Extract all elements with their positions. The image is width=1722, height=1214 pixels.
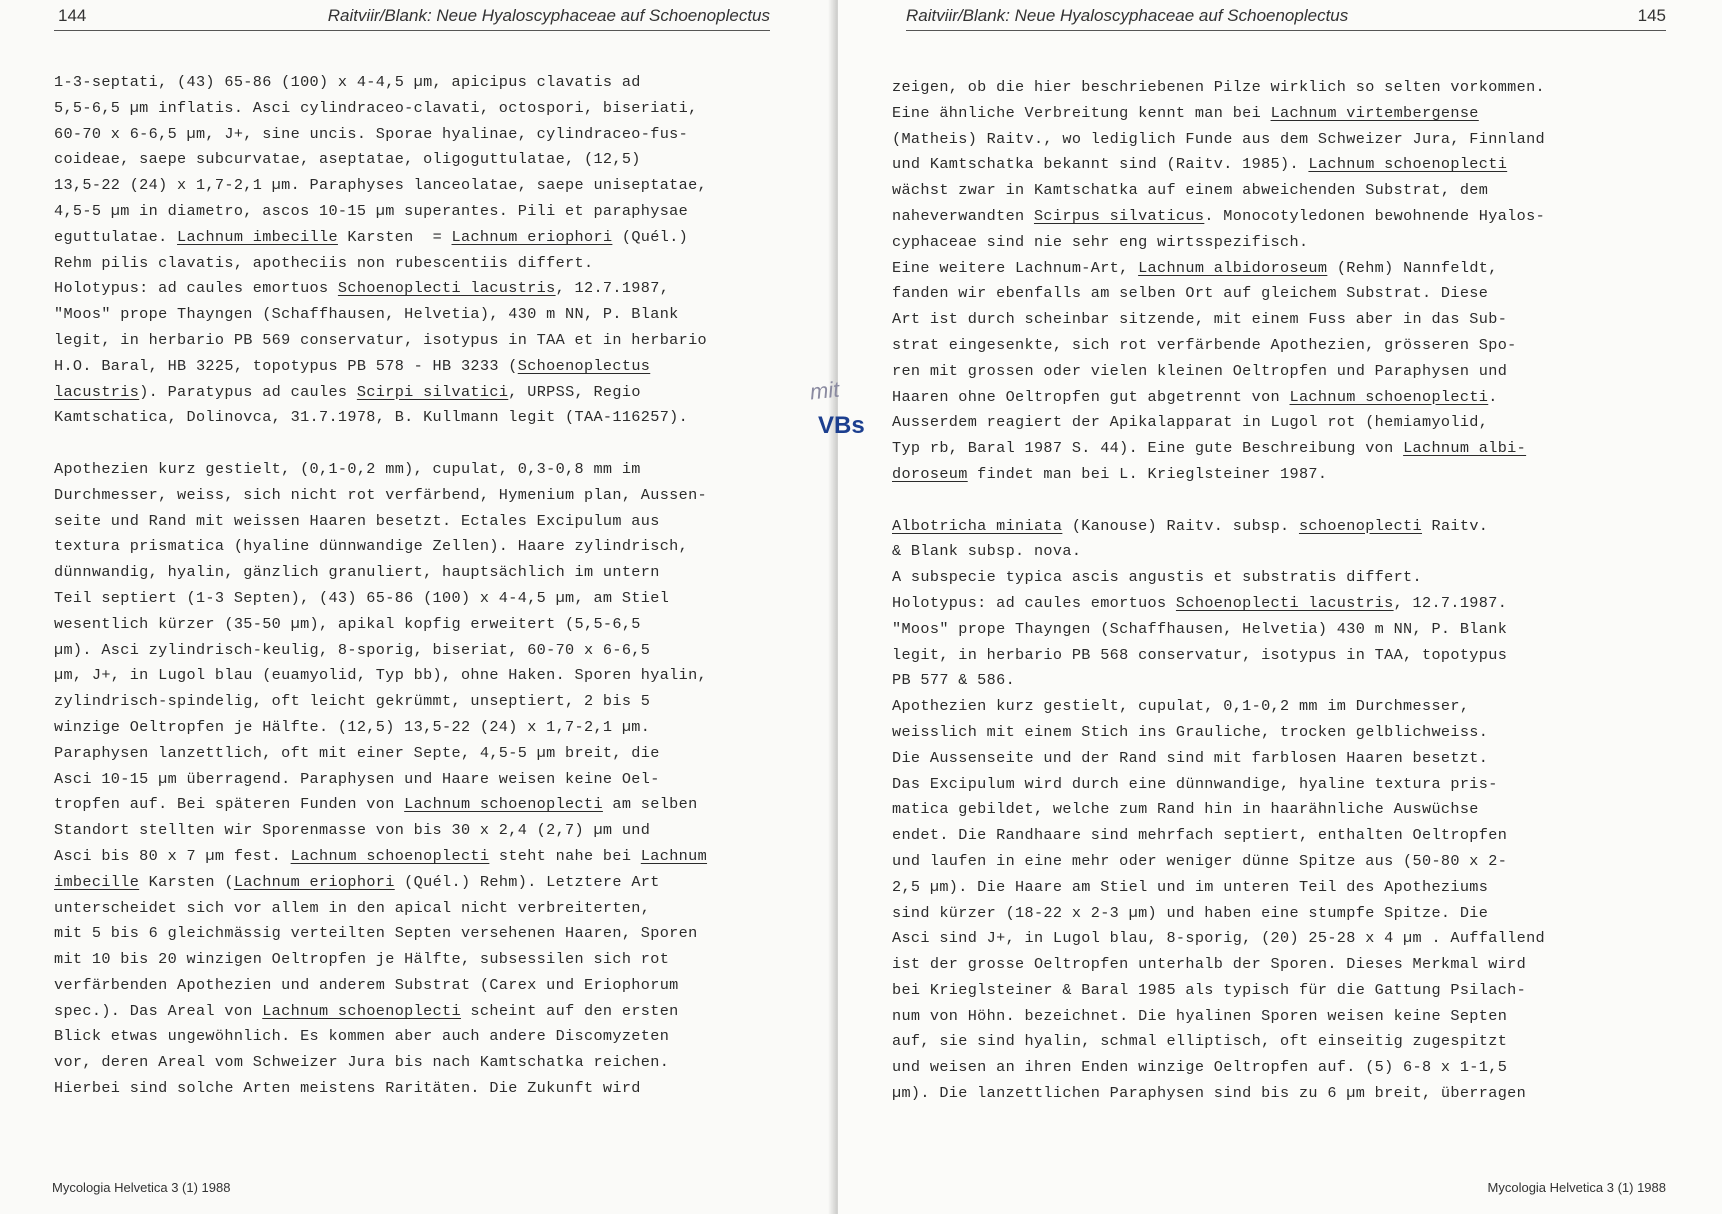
text-run: wesentlich kürzer (35-50 µm), apikal kopfig erweitert (5,5-6,5 <box>54 614 641 633</box>
text-run: µm). Asci zylindrisch-keulig, 8-sporig, biseriat, 60-70 x 6-6,5 <box>54 640 651 659</box>
text-run: Teil septiert (1-3 Septen), (43) 65-86 (100) x 4-4,5 µm, am Stiel <box>54 588 670 607</box>
text-run: coideae, saepe subcurvatae, aseptatae, oligoguttulatae, (12,5) <box>54 150 641 169</box>
text-run: ren mit grossen oder vielen kleinen Oeltropfen und Paraphysen und <box>892 361 1508 380</box>
text-run: 2,5 µm). Die Haare am Stiel und im unteren Teil des Apotheziums <box>892 877 1489 896</box>
taxon-name: Scirpi silvatici <box>356 382 509 401</box>
text-line <box>54 1024 707 1050</box>
left-page-body <box>54 70 707 1102</box>
text-run: ). Paratypus ad caules <box>139 382 357 401</box>
taxon-name: Lachnum schoenoplecti <box>404 795 603 814</box>
text-line <box>54 354 707 380</box>
text-line <box>892 746 1545 772</box>
taxon-name: Lachnum imbecille <box>177 227 338 246</box>
right-page-footer: Mycologia Helvetica 3 (1) 1988 <box>1487 1180 1666 1195</box>
taxon-name: Schoenoplectus <box>517 356 651 375</box>
taxon-name: Lachnum albi- <box>1403 439 1527 458</box>
text-line <box>892 385 1545 411</box>
text-run: & Blank subsp. nova. <box>892 542 1082 561</box>
text-line <box>892 565 1545 591</box>
taxon-name: Lachnum virtembergense <box>1270 103 1479 122</box>
text-run: PB 577 & 586. <box>892 671 1016 690</box>
text-run: naheverwandten <box>892 206 1034 225</box>
text-run: scheint auf den ersten <box>460 1001 679 1020</box>
left-page-header <box>54 4 770 31</box>
taxon-name: Lachnum eriophori <box>451 227 613 246</box>
text-run: Eine weitere Lachnum-Art, <box>892 258 1139 277</box>
text-line <box>892 127 1545 153</box>
text-line <box>892 720 1545 746</box>
text-run: Ausserdem reagiert der Apikalapparat in Lugol rot (hemiamyolid, <box>892 413 1489 432</box>
text-run: Holotypus: ad caules emortuos <box>892 593 1176 612</box>
text-run: unterscheidet sich vor allem in den apical nicht verbreiterten, <box>54 898 651 917</box>
text-run: Das Excipulum wird durch eine dünnwandige, hyaline textura pris- <box>892 774 1498 793</box>
text-run: matica gebildet, welche zum Rand hin in haarähnliche Auswüchse <box>892 800 1479 819</box>
text-run: auf, sie sind hyalin, schmal elliptisch, oft einseitig zugespitzt <box>892 1032 1508 1051</box>
text-line <box>54 741 707 767</box>
text-run: Apothezien kurz gestielt, (0,1-0,2 mm), cupulat, 0,3-0,8 mm im <box>54 459 641 478</box>
right-page-number: 145 <box>1637 6 1666 25</box>
text-line <box>54 70 707 96</box>
handwritten-note: mit <box>808 376 841 405</box>
text-run: Blick etwas ungewöhnlich. Es kommen aber auch andere Discomyzeten <box>54 1027 670 1046</box>
left-page-footer: Mycologia Helvetica 3 (1) 1988 <box>52 1180 231 1195</box>
text-line <box>54 870 707 896</box>
text-run: 5,5-6,5 µm inflatis. Asci cylindraceo-clavati, octospori, biseriati, <box>54 98 698 117</box>
text-line <box>54 844 707 870</box>
text-run: H.O. Baral, HB 3225, topotypus PB 578 - HB 3233 ( <box>54 356 518 375</box>
text-run: Art ist durch scheinbar sitzende, mit einem Fuss aber in das Sub- <box>892 310 1508 329</box>
text-line <box>892 617 1545 643</box>
text-line <box>54 302 707 328</box>
taxon-name: Lachnum schoenoplecti <box>290 846 490 865</box>
text-line <box>892 539 1545 565</box>
text-run: Kamtschatica, Dolinovca, 31.7.1978, B. Kullmann legit (TAA-116257). <box>54 408 689 427</box>
text-line <box>54 96 707 122</box>
text-line <box>54 1076 707 1102</box>
text-run: Hierbei sind solche Arten meistens Raritäten. Die Zukunft wird <box>54 1079 641 1098</box>
text-line <box>54 947 707 973</box>
text-run: Standort stellten wir Sporenmasse von bis 30 x 2,4 (2,7) µm und <box>54 821 651 840</box>
text-line <box>892 256 1545 282</box>
text-run: . <box>1488 387 1498 406</box>
taxon-name: Lachnum <box>640 846 708 865</box>
taxon-name: Lachnum albidoroseum <box>1138 258 1328 277</box>
taxon-name: Lachnum eriophori <box>233 872 395 891</box>
text-line <box>54 921 707 947</box>
text-line <box>892 178 1545 204</box>
text-run: , 12.7.1987, <box>555 279 670 298</box>
text-run: am selben <box>602 795 698 814</box>
left-running-head: Raitviir/Blank: Neue Hyaloscyphaceae auf Schoenoplectus <box>327 6 770 25</box>
text-line <box>892 643 1545 669</box>
text-run: (Quél.) <box>612 227 689 246</box>
right-running-head: Raitviir/Blank: Neue Hyaloscyphaceae auf Schoenoplectus <box>906 6 1349 25</box>
text-run: Paraphysen lanzettlich, oft mit einer Septe, 4,5-5 µm breit, die <box>54 743 660 762</box>
text-run: Karsten ( <box>139 872 234 891</box>
text-line <box>892 462 1545 488</box>
text-line <box>54 199 707 225</box>
left-page-number: 144 <box>58 6 87 25</box>
text-line <box>892 823 1545 849</box>
right-page-header <box>906 4 1666 31</box>
text-line <box>892 514 1545 540</box>
text-line <box>892 591 1545 617</box>
text-run: und laufen in eine mehr oder weniger dünne Spitze aus (50-80 x 2- <box>892 851 1508 870</box>
text-run: (Matheis) Raitv., wo lediglich Funde aus dem Schweizer Jura, Finnland <box>892 129 1546 148</box>
taxon-name: Lachnum schoenoplecti <box>1289 387 1489 406</box>
text-run: Asci 10-15 µm überragend. Paraphysen und Haare weisen keine Oel- <box>54 769 660 788</box>
text-run: . Monocotyledonen bewohnende Hyalos- <box>1204 206 1546 225</box>
text-line <box>54 251 707 277</box>
text-run: (Quél.) Rehm). Letztere Art <box>394 872 660 891</box>
right-page-body <box>892 75 1545 1107</box>
text-run: Apothezien kurz gestielt, cupulat, 0,1-0,2 mm im Durchmesser, <box>892 697 1470 716</box>
text-run: Die Aussenseite und der Rand sind mit farblosen Haaren besetzt. <box>892 748 1489 767</box>
text-run: µm). Die lanzettlichen Paraphysen sind bis zu 6 µm breit, überragen <box>892 1084 1527 1103</box>
text-line <box>892 978 1545 1004</box>
text-line <box>892 359 1545 385</box>
text-line <box>892 797 1545 823</box>
text-run: 60-70 x 6-6,5 µm, J+, sine uncis. Sporae hyalinae, cylindraceo-fus- <box>54 124 689 143</box>
text-line <box>892 1055 1545 1081</box>
vbs-stamp: VBs <box>818 412 865 439</box>
taxon-name: doroseum <box>892 464 968 483</box>
text-run: Durchmesser, weiss, sich nicht rot verfärbend, Hymenium plan, Aussen- <box>54 485 708 504</box>
text-run: µm, J+, in Lugol blau (euamyolid, Typ bb), ohne Haken. Sporen hyalin, <box>54 666 708 685</box>
text-run: steht nahe bei <box>489 846 641 865</box>
text-line <box>54 689 707 715</box>
taxon-name: Schoenoplecti lacustris <box>337 279 556 298</box>
text-line <box>892 230 1545 256</box>
text-line <box>892 901 1545 927</box>
text-run: mit 10 bis 20 winzigen Oeltropfen je Hälfte, subsessilen sich rot <box>54 950 670 969</box>
text-line <box>54 509 707 535</box>
text-line <box>54 792 707 818</box>
text-run: tropfen auf. Bei späteren Funden von <box>54 795 405 814</box>
text-run: (Kanouse) Raitv. subsp. <box>1062 516 1299 535</box>
text-line <box>54 663 707 689</box>
taxon-name: Lachnum schoenoplecti <box>1308 155 1508 174</box>
text-run: Raitv. <box>1422 516 1489 535</box>
text-run: "Moos" prope Thayngen (Schaffhausen, Helvetia), 430 m NN, P. Blank <box>54 305 679 324</box>
taxon-name: Schoenoplecti lacustris <box>1175 593 1394 612</box>
text-run: 13,5-22 (24) x 1,7-2,1 µm. Paraphyses lanceolatae, saepe uniseptatae, <box>54 176 708 195</box>
taxon-name: lacustris <box>54 382 140 401</box>
text-line <box>892 668 1545 694</box>
taxon-name: Albotricha miniata <box>892 516 1063 535</box>
text-run: Karsten = <box>337 227 452 246</box>
text-line <box>892 410 1545 436</box>
text-run: Rehm pilis clavatis, apotheciis non rubescentiis differt. <box>54 253 594 272</box>
text-line <box>54 276 707 302</box>
text-line <box>54 122 707 148</box>
text-run: winzige Oeltropfen je Hälfte. (12,5) 13,5-22 (24) x 1,7-2,1 µm. <box>54 717 651 736</box>
text-line <box>54 767 707 793</box>
text-run: fanden wir ebenfalls am selben Ort auf gleichem Substrat. Diese <box>892 284 1489 303</box>
text-line <box>892 875 1545 901</box>
text-line <box>54 818 707 844</box>
text-run: Haaren ohne Oeltropfen gut abgetrennt von <box>892 387 1290 406</box>
text-line <box>54 586 707 612</box>
paragraph-gap <box>892 488 1545 514</box>
text-line <box>54 999 707 1025</box>
text-run: findet man bei L. Krieglsteiner 1987. <box>967 464 1328 483</box>
text-run: textura prismatica (hyaline dünnwandige Zellen). Haare zylindrisch, <box>54 537 689 556</box>
text-run: sind kürzer (18-22 x 2-3 µm) und haben eine stumpfe Spitze. Die <box>892 903 1489 922</box>
text-line <box>892 307 1545 333</box>
paragraph-gap <box>54 431 707 457</box>
text-run: A subspecie typica ascis angustis et substratis differt. <box>892 568 1422 587</box>
text-run: bei Krieglsteiner & Baral 1985 als typisch für die Gattung Psilach- <box>892 980 1527 999</box>
text-run: verfärbenden Apothezien und anderem Substrat (Carex und Eriophorum <box>54 975 679 994</box>
text-run: spec.). Das Areal von <box>54 1001 263 1020</box>
text-line <box>892 152 1545 178</box>
text-run: (Rehm) Nannfeldt, <box>1327 258 1498 277</box>
text-run: ist der grosse Oeltropfen unterhalb der Sporen. Dieses Merkmal wird <box>892 955 1527 974</box>
text-run: Asci sind J+, in Lugol blau, 8-sporig, (20) 25-28 x 4 µm . Auffallend <box>892 929 1546 948</box>
text-line <box>892 204 1545 230</box>
text-line <box>892 1029 1545 1055</box>
text-run: 1-3-septati, (43) 65-86 (100) x 4-4,5 µm, apicipus clavatis ad <box>54 73 641 91</box>
text-run: wächst zwar in Kamtschatka auf einem abweichenden Substrat, dem <box>892 181 1489 200</box>
text-line <box>892 281 1545 307</box>
text-run: zeigen, ob die hier beschriebenen Pilze wirklich so selten vorkommen. <box>892 78 1546 96</box>
text-line <box>54 328 707 354</box>
right-page <box>838 0 1722 1214</box>
text-run: , URPSS, Regio <box>508 382 641 401</box>
text-line <box>892 849 1545 875</box>
text-line <box>54 483 707 509</box>
text-line <box>54 973 707 999</box>
text-run: zylindrisch-spindelig, oft leicht gekrümmt, unseptiert, 2 bis 5 <box>54 692 651 711</box>
text-run: mit 5 bis 6 gleichmässig verteilten Septen versehenen Haaren, Sporen <box>54 924 698 943</box>
text-line <box>54 147 707 173</box>
taxon-name: schoenoplecti <box>1298 516 1423 535</box>
text-run: , 12.7.1987. <box>1393 593 1508 612</box>
taxon-name: Scirpus silvaticus <box>1033 206 1205 225</box>
text-run: legit, in herbario PB 569 conservatur, isotypus in TAA et in herbario <box>54 330 708 349</box>
text-run: dünnwandig, hyalin, gänzlich granuliert, hauptsächlich im untern <box>54 563 660 582</box>
text-run: num von Höhn. bezeichnet. Die hyalinen Sporen weisen keine Septen <box>892 1006 1508 1025</box>
text-line <box>54 896 707 922</box>
text-run: Holotypus: ad caules emortuos <box>54 279 338 298</box>
text-run: endet. Die Randhaare sind mehrfach septiert, enthalten Oeltropfen <box>892 826 1508 845</box>
text-line <box>892 101 1545 127</box>
text-line <box>54 457 707 483</box>
text-line <box>892 694 1545 720</box>
text-line <box>54 173 707 199</box>
text-line <box>892 75 1545 101</box>
text-line <box>54 1050 707 1076</box>
text-run: cyphaceae sind nie sehr eng wirtsspezifisch. <box>892 232 1309 251</box>
text-line <box>54 225 707 251</box>
left-page <box>0 0 836 1214</box>
text-line <box>892 926 1545 952</box>
text-run: "Moos" prope Thayngen (Schaffhausen, Helvetia) 430 m NN, P. Blank <box>892 619 1508 638</box>
taxon-name: Lachnum schoenoplecti <box>262 1001 461 1020</box>
text-line <box>892 1081 1545 1107</box>
text-line <box>54 560 707 586</box>
text-run: Asci bis 80 x 7 µm fest. <box>54 846 291 865</box>
text-run: seite und Rand mit weissen Haaren besetzt. Ectales Excipulum aus <box>54 511 660 530</box>
text-line <box>892 1004 1545 1030</box>
text-run: legit, in herbario PB 568 conservatur, isotypus in TAA, topotypus <box>892 645 1508 664</box>
text-run: Eine ähnliche Verbreitung kennt man bei <box>892 103 1271 122</box>
text-run: vor, deren Areal vom Schweizer Jura bis nach Kamtschatka reichen. <box>54 1053 670 1072</box>
text-run: eguttulatae. <box>54 227 178 246</box>
text-line <box>892 333 1545 359</box>
text-line <box>54 534 707 560</box>
text-line <box>54 380 707 406</box>
text-run: und weisen an ihren Enden winzige Oeltropfen auf. (5) 6-8 x 1-1,5 <box>892 1058 1508 1077</box>
text-run: 4,5-5 µm in diametro, ascos 10-15 µm superantes. Pili et paraphysae <box>54 201 689 220</box>
text-line <box>54 612 707 638</box>
text-line <box>892 772 1545 798</box>
text-line <box>54 638 707 664</box>
text-run: weisslich mit einem Stich ins Grauliche, trocken gelblichweiss. <box>892 722 1489 741</box>
text-line <box>54 405 707 431</box>
text-line <box>54 715 707 741</box>
taxon-name: imbecille <box>54 872 140 891</box>
text-run: und Kamtschatka bekannt sind (Raitv. 1985). <box>892 155 1309 174</box>
text-line <box>892 436 1545 462</box>
text-line <box>892 952 1545 978</box>
text-run: Typ rb, Baral 1987 S. 44). Eine gute Beschreibung von <box>892 439 1404 458</box>
text-run: strat eingesenkte, sich rot verfärbende Apothezien, grösseren Spo- <box>892 335 1517 354</box>
